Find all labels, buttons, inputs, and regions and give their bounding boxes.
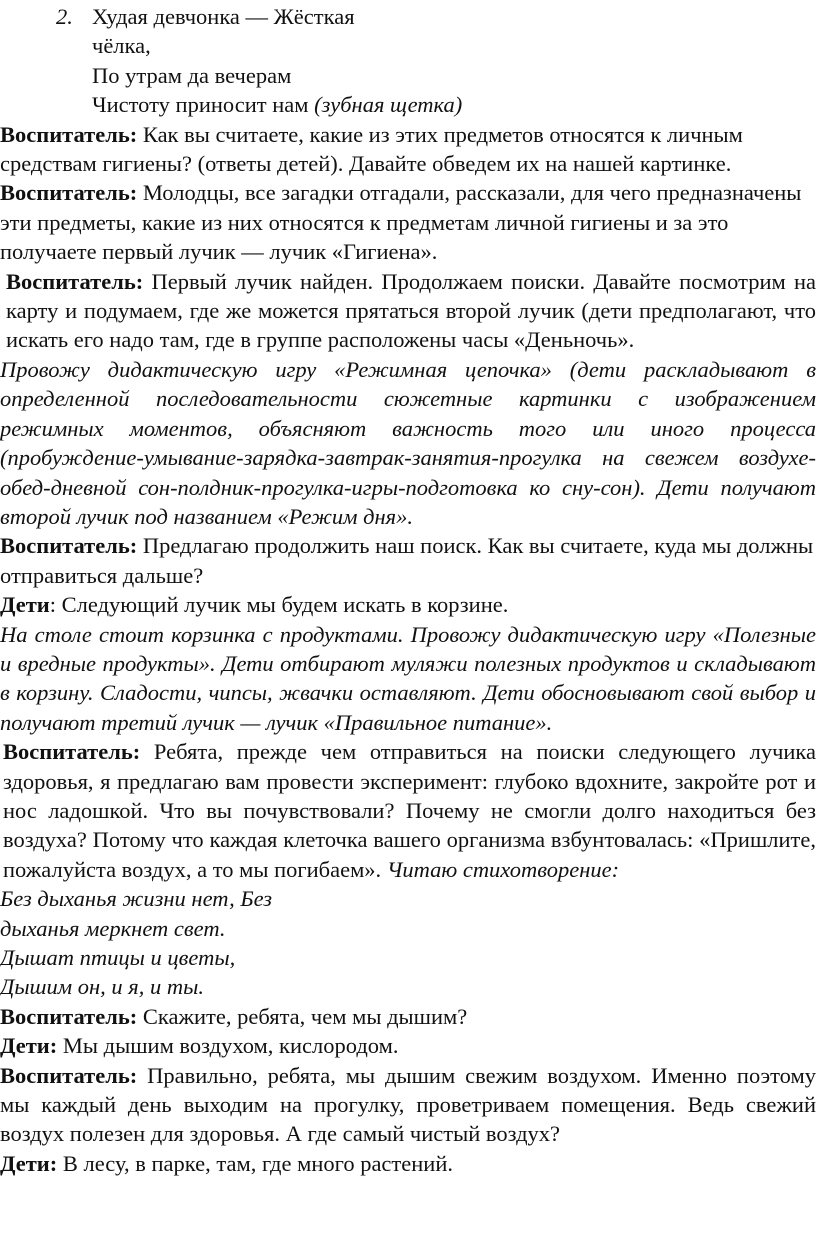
poem-line: Без дыханья жизни нет, Без: [0, 886, 273, 912]
paragraph-text: Следующий лучик мы будем искать в корзине.: [61, 592, 509, 618]
speaker-name: Дети: [0, 1150, 50, 1176]
paragraph-text: Правильно, ребята, мы дышим свежим воздухом. Именно поэтому мы каждый день выходим на прогулку, проветриваем помещения. Ведь свежий воздух полезен для здоровья. А где самый чистый воздух?: [0, 1062, 816, 1147]
riddle-line: Худая девчонка — Жёсткая: [92, 4, 355, 29]
speaker-label: Воспитатель:: [0, 121, 138, 147]
riddle-line: чёлка,: [92, 33, 151, 59]
paragraph-teacher-4: [0, 531, 816, 590]
paragraph-game-products: На столе стоит корзинка с продуктами. Провожу дидактическую игру «Полезные и вредные продукты». Дети отбирают муляжи полезных продуктов и складывают в корзину. Сладости, чипсы, жвачки оставляют. Дети обосновывают свой выбор и получают третий лучик — лучик «Правильное питание».: [0, 621, 816, 735]
speaker-label: Дети:: [0, 1150, 58, 1176]
paragraph-text: В лесу, в парке, там, где много растений.: [62, 1150, 453, 1176]
paragraph-tail: Читаю стихотворение:: [386, 856, 620, 882]
speaker-label: Дети: [0, 592, 50, 618]
riddle-line: По утрам да вечерам: [92, 62, 292, 88]
paragraph-children-2: [0, 1031, 816, 1060]
speaker-label: Воспитатель:: [6, 268, 144, 294]
paragraph-teacher-5: [0, 737, 816, 884]
paragraph-teacher-1: [0, 120, 816, 179]
paragraph-teacher-3: [0, 267, 816, 355]
paragraph-teacher-7: [0, 1061, 816, 1149]
riddle-answer: (зубная щетка): [314, 92, 463, 118]
paragraph-children-1: Дети: Следующий лучик мы будем искать в корзине.: [0, 592, 509, 618]
paragraph-game-regime: Провожу дидактическую игру «Режимная цепочка» (дети раскладывают в определенной последовательности сюжетные картинки с изображением режимных моментов, объясняют важность того или иного процесса (пробуждение-умывание-зарядка-завтрак-занятия-прогулка на свежем воздухе-обед-дневной сон-полдник-прогулка-игры-подготовка ко сну-сон). Дети получают второй лучик под названием «Режим дня».: [0, 356, 816, 529]
poem-block: [0, 884, 816, 1002]
paragraph-text: Скажите, ребята, чем мы дышим?: [142, 1003, 468, 1029]
speaker-label: Воспитатель:: [0, 1062, 138, 1088]
paragraph-text: Предлагаю продолжить наш поиск. Как вы считаете, куда мы должны отправиться дальше?: [0, 533, 814, 588]
riddle-number: 2.: [56, 4, 73, 29]
speaker-label: Дети:: [0, 1033, 58, 1059]
riddle-line-text: Чистоту приносит нам: [92, 92, 309, 118]
paragraph-text: Как вы считаете, какие из этих предметов относятся к личным средствам гигиены? (ответы детей). Давайте обведем их на нашей картинке.: [0, 121, 743, 177]
speaker-label: Воспитатель:: [0, 1003, 138, 1029]
speaker-name: Дети: [0, 1033, 50, 1059]
speaker-label: Воспитатель:: [0, 533, 138, 559]
riddle-block: [0, 2, 816, 120]
riddle-line: [92, 90, 816, 119]
paragraph-teacher-2: [0, 178, 816, 266]
paragraph-text: Первый лучик найден. Продолжаем поиски. Давайте посмотрим на карту и подумаем, где же можется прятаться второй лучик (дети предполагают, что искать его надо там, где в группе расположены часы «Деньночь».: [6, 268, 816, 353]
poem-line: Дышат птицы и цветы,: [0, 945, 236, 970]
paragraph-children-3: [0, 1149, 816, 1178]
paragraph-text: Ребята, прежде чем отправиться на поиски следующего лучика здоровья, я предлагаю вам провести эксперимент: глубоко вдохните, закройте рот и нос ладошкой. Что вы почувствовали? Почему не смогли долго находиться без воздуха? Потому что каждая клеточка вашего организма взбунтовалась: «Пришлите, пожалуйста воздух, а то мы погибаем».: [3, 739, 816, 882]
poem-line: дыханья меркнет свет.: [0, 915, 226, 941]
speaker-label: Воспитатель:: [3, 739, 141, 765]
paragraph-text: Молодцы, все загадки отгадали, рассказали, для чего предназначены эти предметы, какие из них относятся к предметам личной гигиены и за это получаете первый лучик — лучик «Гигиена».: [0, 180, 802, 265]
poem-line: Дышим он, и я, и ты.: [0, 974, 205, 1000]
paragraph-teacher-6: [0, 1002, 816, 1031]
paragraph-text: Мы дышим воздухом, кислородом.: [62, 1033, 399, 1059]
speaker-label: Воспитатель:: [0, 180, 138, 206]
